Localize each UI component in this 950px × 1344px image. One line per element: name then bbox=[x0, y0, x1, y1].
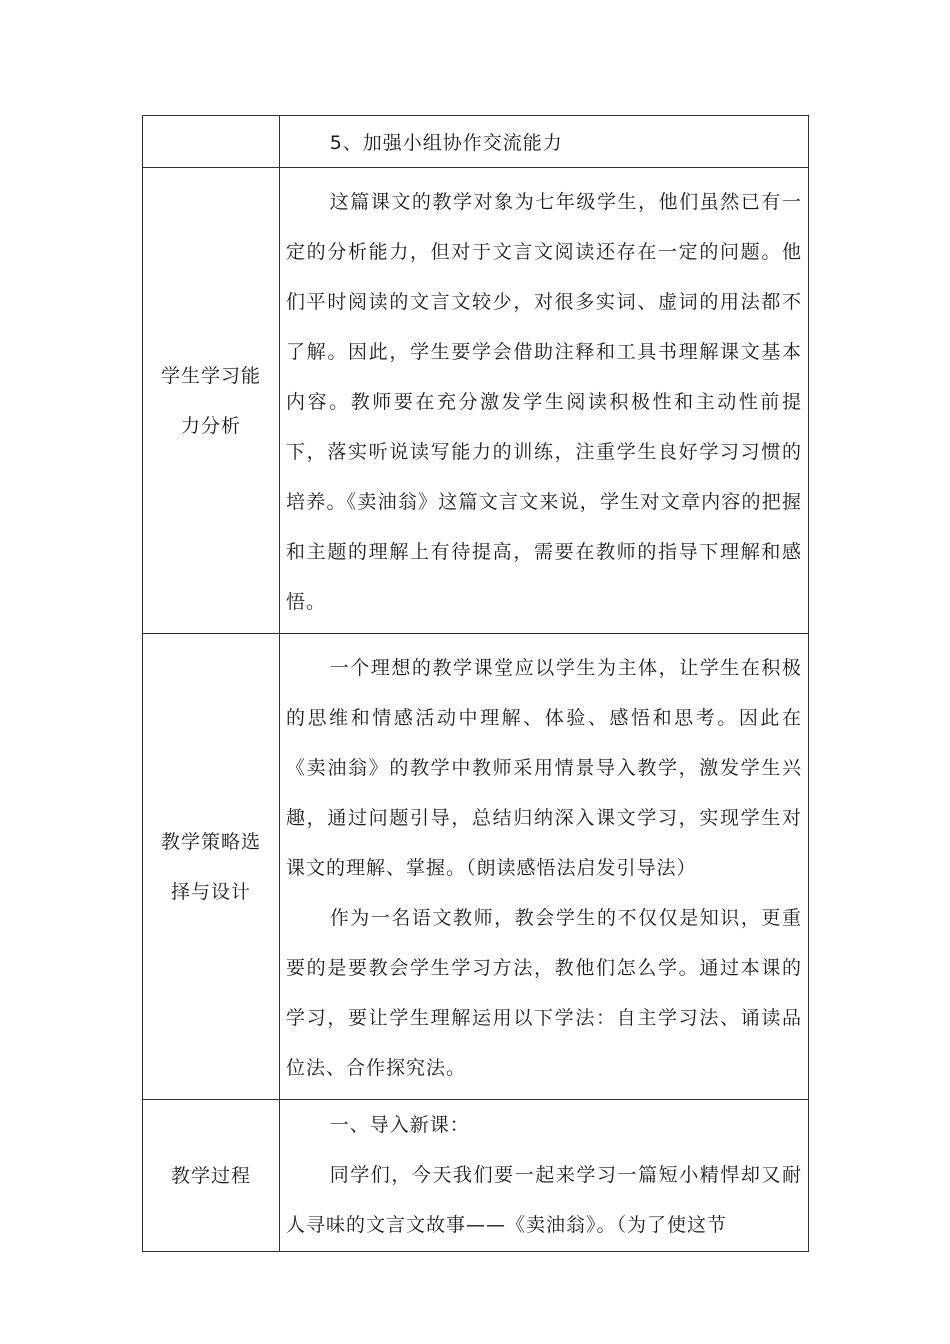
paragraph: 5、加强小组协作交流能力 bbox=[329, 131, 563, 154]
row-label-cell bbox=[143, 634, 280, 1100]
table-row bbox=[143, 168, 809, 634]
row-content-cell bbox=[280, 168, 809, 634]
lesson-plan-table bbox=[142, 115, 809, 1252]
row-label-cell bbox=[143, 116, 280, 168]
row-label-cell bbox=[143, 168, 280, 634]
table-row bbox=[143, 1100, 809, 1252]
row-label: 教学策略选择与设计 bbox=[160, 830, 261, 903]
row-label: 教学过程 bbox=[170, 1164, 251, 1187]
row-content-cell bbox=[280, 1100, 809, 1252]
paragraph: 这篇课文的教学对象为七年级学生，他们虽然已有一定的分析能力，但对于文言文阅读还存在一定的问题。他们平时阅读的文言文较少，对很多实词、虚词的用法都不了解。因此，学生要学会借助注释和工具书理解课文基本内容。教师要在充分激发学生阅读积极性和主动性前提下，落实听说读写能力的训练，注重学生良好学习习惯的培养。《卖油翁》这篇文言文来说，学生对文章内容的把握和主题的理解上有待提高，需要在教师的指导下理解和感悟。 bbox=[286, 191, 802, 613]
table-row bbox=[143, 634, 809, 1100]
row-label-cell bbox=[143, 1100, 280, 1252]
paragraph: 一、导入新课： bbox=[329, 1114, 470, 1136]
paragraph: 作为一名语文教师，教会学生的不仅仅是知识，更重要的是要教会学生学习方法，教他们怎么学。通过本课的学习，要让学生理解运用以下学法：自主学习法、诵读品位法、合作探究法。 bbox=[286, 907, 802, 1079]
row-content-cell bbox=[280, 116, 809, 168]
paragraph: 同学们，今天我们要一起来学习一篇短小精悍却又耐人寻味的文言文故事——《卖油翁》。（为了使这节 bbox=[286, 1164, 802, 1236]
row-label: 学生学习能力分析 bbox=[160, 364, 261, 437]
paragraph: 一个理想的教学课堂应以学生为主体，让学生在积极的思维和情感活动中理解、体验、感悟和思考。因此在《卖油翁》的教学中教师采用情景导入教学，激发学生兴趣，通过问题引导，总结归纳深入课文学习，实现学生对课文的理解、掌握。（朗读感悟法启发引导法） bbox=[286, 657, 802, 879]
table-row bbox=[143, 116, 809, 168]
row-content-cell bbox=[280, 634, 809, 1100]
